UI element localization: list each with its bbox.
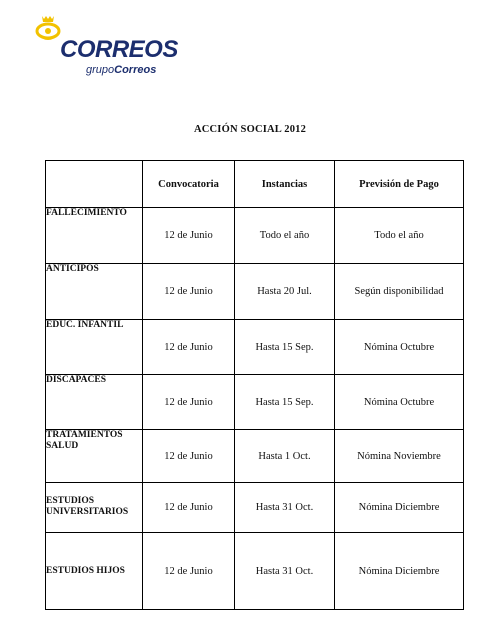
cell-convocatoria: 12 de Junio [143, 264, 235, 320]
table-row [46, 483, 464, 533]
table-header-empty [46, 161, 143, 208]
table-row [46, 375, 464, 430]
cell-prevision: Nómina Diciembre [335, 533, 464, 610]
row-label: FALLECIMIENTO [46, 208, 143, 264]
table-row [46, 320, 464, 375]
table-header-prevision: Previsión de Pago [335, 161, 464, 208]
row-label: EDUC. INFANTIL [46, 320, 143, 375]
cell-instancias: Hasta 31 Oct. [235, 533, 335, 610]
cell-convocatoria: 12 de Junio [143, 320, 235, 375]
cell-instancias: Hasta 1 Oct. [235, 430, 335, 483]
row-label: TRATAMIENTOS SALUD [46, 430, 143, 483]
table-row [46, 430, 464, 483]
cell-prevision: Nómina Diciembre [335, 483, 464, 533]
page-title: ACCIÓN SOCIAL 2012 [193, 124, 307, 135]
cell-prevision: Según disponibilidad [335, 264, 464, 320]
row-label: DISCAPACES [46, 375, 143, 430]
row-label: ESTUDIOS HIJOS [46, 533, 143, 610]
cell-convocatoria: 12 de Junio [143, 483, 235, 533]
cell-prevision: Nómina Noviembre [335, 430, 464, 483]
cell-instancias: Hasta 20 Jul. [235, 264, 335, 320]
cell-prevision: Todo el año [335, 208, 464, 264]
schedule-table [45, 160, 464, 610]
cell-instancias: Hasta 31 Oct. [235, 483, 335, 533]
row-label: ANTICIPOS [46, 264, 143, 320]
correos-logo [32, 14, 178, 84]
brand-name: CORREOS [60, 36, 178, 63]
table-header-row [46, 161, 464, 208]
table-row [46, 208, 464, 264]
cell-prevision: Nómina Octubre [335, 375, 464, 430]
table-header-convocatoria: Convocatoria [143, 161, 235, 208]
table-row [46, 264, 464, 320]
cell-convocatoria: 12 de Junio [143, 375, 235, 430]
cell-convocatoria: 12 de Junio [143, 430, 235, 483]
cell-convocatoria: 12 de Junio [143, 208, 235, 264]
table-header-instancias: Instancias [235, 161, 335, 208]
cell-instancias: Todo el año [235, 208, 335, 264]
cell-instancias: Hasta 15 Sep. [235, 320, 335, 375]
cell-prevision: Nómina Octubre [335, 320, 464, 375]
table-row [46, 533, 464, 610]
cell-instancias: Hasta 15 Sep. [235, 375, 335, 430]
group-name: grupoCorreos [86, 64, 157, 76]
cell-convocatoria: 12 de Junio [143, 533, 235, 610]
row-label: ESTUDIOS UNIVERSITARIOS [46, 483, 143, 533]
